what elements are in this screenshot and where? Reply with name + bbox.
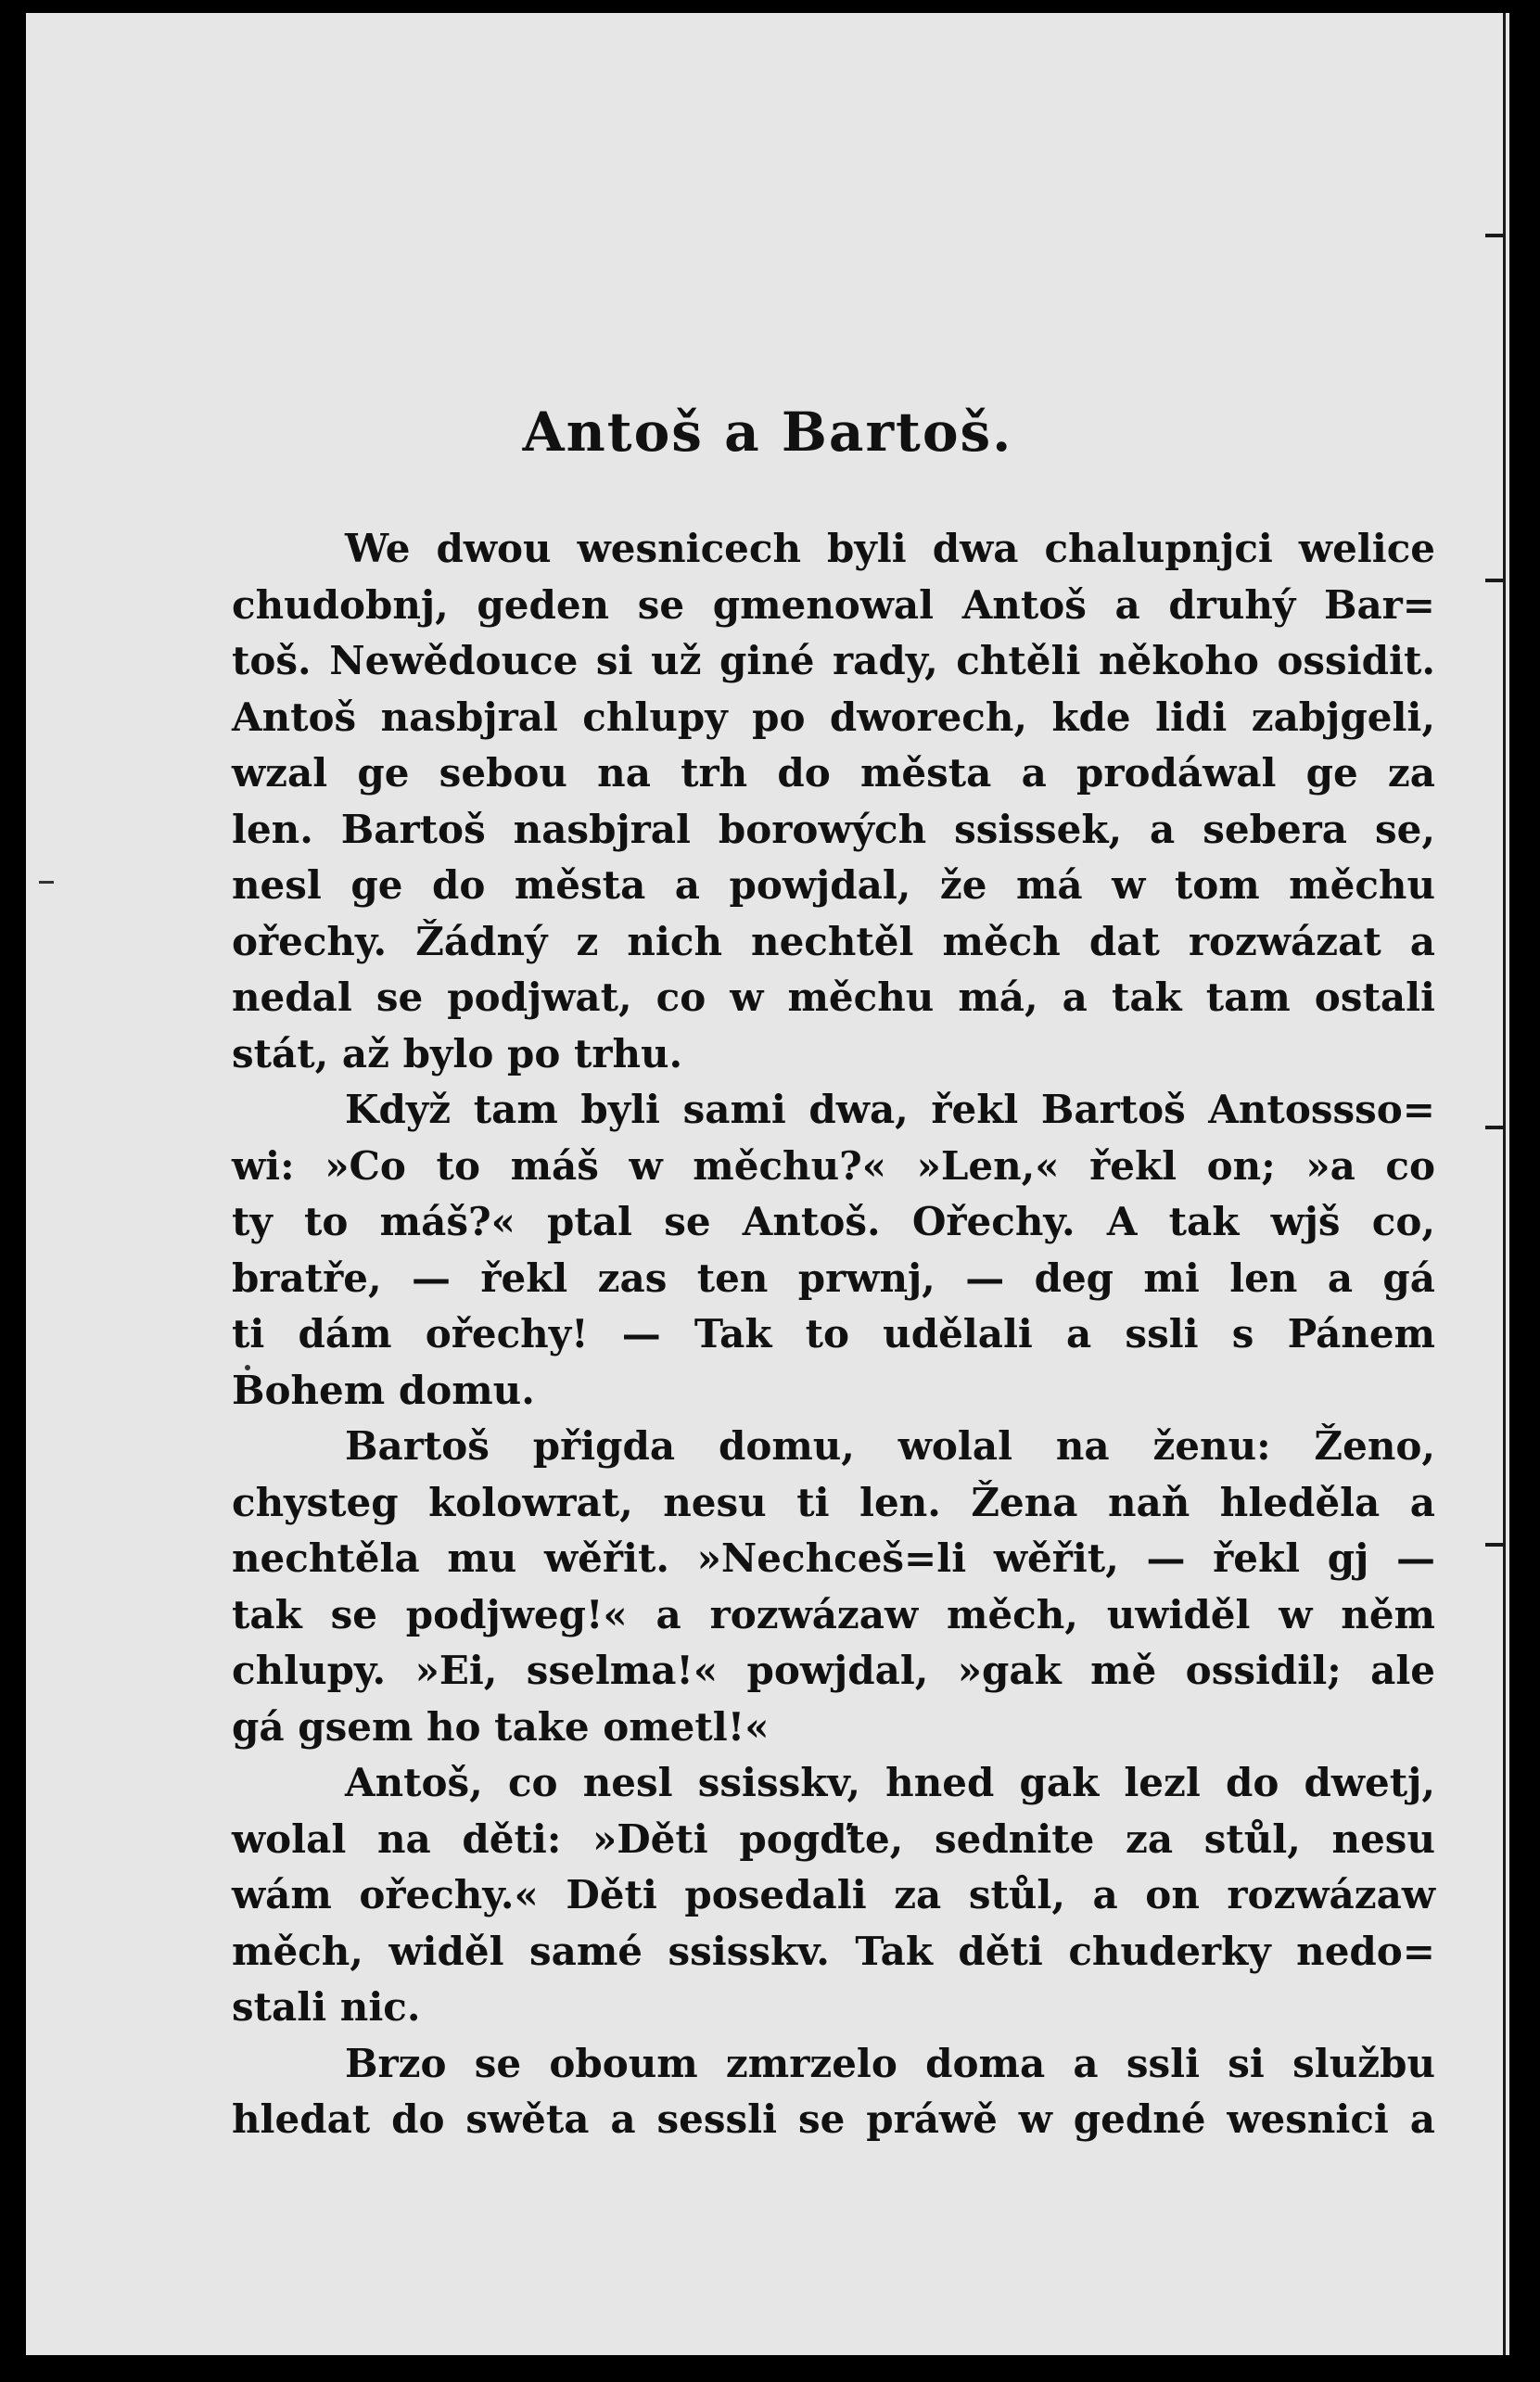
text-line: wolal na děti: »Děti pogďte, sednite za stůl, nesu bbox=[232, 1815, 1435, 1862]
text-line: bratře, — řekl zas ten prwnj, — deg mi len a gá bbox=[232, 1255, 1435, 1301]
text-line: chudobnj, geden se gmenowal Antoš a druhý Bar= bbox=[232, 581, 1435, 628]
text-line: Bartoš přigda domu, wolal na ženu: Ženo, bbox=[345, 1423, 1435, 1469]
text-line: měch, widěl samé ssisskv. Tak děti chuderky nedo= bbox=[232, 1928, 1435, 1974]
text-line: wzal ge sebou na trh do města a prodáwal ge za bbox=[232, 750, 1435, 796]
text-line: nedal se podjwat, co w měchu má, a tak tam ostali bbox=[232, 974, 1435, 1020]
stray-mark bbox=[39, 881, 54, 884]
text-line: toš. Newědouce si už giné rady, chtěli někoho ossidit. bbox=[232, 638, 1435, 683]
text-line: Bohem domu. bbox=[232, 1367, 535, 1413]
text-line: ti dám ořechy! — Tak to udělali a ssli s Pánem bbox=[232, 1311, 1435, 1357]
paragraph bbox=[232, 1755, 1435, 2036]
text-line: len. Bartoš nasbjral borowých ssissek, a sebera se, bbox=[232, 806, 1435, 852]
text-line: Antoš nasbjral chlupy po dworech, kde lidi zabjgeli, bbox=[232, 694, 1435, 740]
text-line: stát, až bylo po trhu. bbox=[232, 1030, 683, 1076]
text-line: We dwou wesnicech byli dwa chalupnjci welice bbox=[345, 526, 1435, 571]
text-line: gá gsem ho take ometl!« bbox=[232, 1703, 770, 1750]
text-line: Brzo se oboum zmrzelo doma a ssli si službu bbox=[345, 2040, 1435, 2086]
body-text bbox=[232, 521, 1435, 2148]
text-line: ořechy. Žádný z nich nechtěl měch dat rozwázat a bbox=[232, 918, 1435, 964]
page-edge-tick bbox=[1485, 234, 1506, 237]
paragraph bbox=[232, 1419, 1435, 1755]
page-edge-tick bbox=[1485, 1126, 1506, 1129]
page-edge-tick bbox=[1485, 579, 1506, 582]
text-line: chysteg kolowrat, nesu ti len. Žena naň hleděla a bbox=[232, 1479, 1435, 1525]
paragraph bbox=[232, 521, 1435, 1082]
paragraph bbox=[232, 2036, 1435, 2148]
text-line: nesl ge do města a powjdal, že má w tom měchu bbox=[232, 862, 1435, 908]
text-line: Když tam byli sami dwa, řekl Bartoš Antossso= bbox=[345, 1087, 1435, 1132]
text-line: chlupy. »Ei, sselma!« powjdal, »gak mě ossidil; ale bbox=[232, 1648, 1435, 1693]
text-line: nechtěla mu wěřit. »Nechceš=li wěřit, — řekl gj — bbox=[232, 1535, 1435, 1581]
chapter-title: Antoš a Bartoš. bbox=[522, 401, 1013, 464]
text-line: ty to máš?« ptal se Antoš. Ořechy. A tak wjš co, bbox=[232, 1199, 1435, 1244]
scanned-page bbox=[26, 13, 1509, 2355]
page-edge-rule bbox=[1503, 13, 1506, 2355]
text-line: hledat do swěta a sessli se práwě w gedné wesnici a bbox=[232, 2096, 1435, 2142]
text-line: wám ořechy.« Děti posedali za stůl, a on rozwázaw bbox=[232, 1872, 1435, 1917]
text-line: Antoš, co nesl ssisskv, hned gak lezl do dwetj, bbox=[345, 1760, 1435, 1805]
text-line: stali nic. bbox=[232, 1984, 421, 2030]
text-line: wi: »Co to máš w měchu?« »Len,« řekl on; »a co bbox=[232, 1142, 1435, 1189]
text-line: tak se podjweg!« a rozwázaw měch, uwiděl w něm bbox=[232, 1591, 1435, 1637]
page-edge-tick bbox=[1485, 1543, 1506, 1547]
paragraph bbox=[232, 1082, 1435, 1419]
